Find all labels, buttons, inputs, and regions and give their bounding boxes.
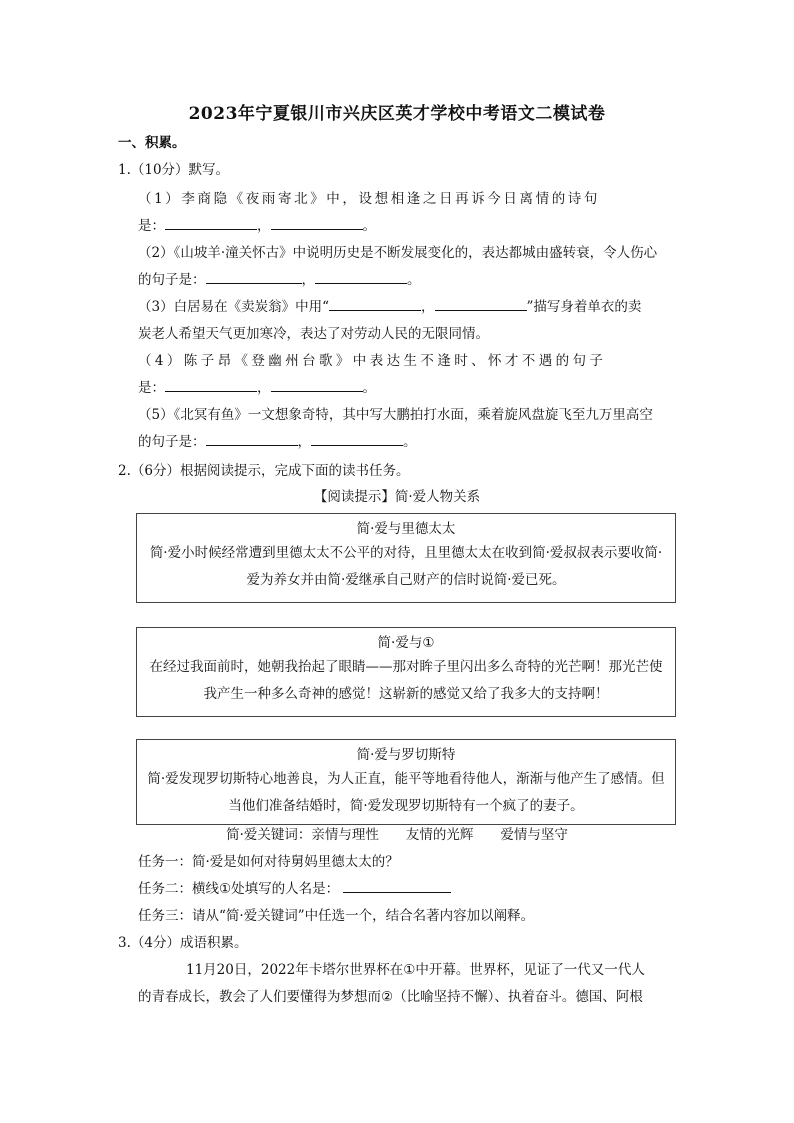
- q3-paragraph-line2: [138, 988, 643, 1006]
- q1-item1-line2: [138, 217, 376, 235]
- box-text: [137, 538, 675, 594]
- answer-blank[interactable]: [206, 271, 302, 284]
- q1-item2-line1: （2）《山坡羊·潼关怀古》中说明历史是不断发展变化的，表达都城由盛转衰，令人伤心: [138, 245, 658, 261]
- section-heading: 一、积累。: [118, 135, 186, 151]
- reading-tip: 【阅读提示】简·爱人物关系: [313, 489, 481, 505]
- answer-blank[interactable]: [311, 433, 403, 446]
- box-text-line: 简·爱小时候经常遭到里德太太不公平的对待，且里德太太在收到简·爱叔叔表示要收简·: [149, 545, 663, 561]
- task-2: [138, 880, 451, 898]
- q1-item4-prefix: 是：: [138, 380, 165, 396]
- q1-item2-prefix: 的句子是：: [138, 272, 206, 288]
- period: 。: [362, 380, 376, 396]
- box-heading-text: 简·爱与: [377, 635, 423, 651]
- task-1: 任务一：简·爱是如何对待舅妈里德太太的？: [138, 854, 399, 870]
- q3-paragraph-line1: [186, 961, 645, 979]
- box-heading: [137, 634, 675, 652]
- box-text: [137, 764, 675, 820]
- separator: ，: [297, 434, 311, 450]
- q1-item1-line1: （1）李商隐《夜雨寄北》中，设想相逢之日再诉今日离情的诗句: [138, 191, 600, 207]
- exam-title: 2023年宁夏银川市兴庆区英才学校中考语文二模试卷: [188, 104, 606, 124]
- circled-number-1: ①: [403, 962, 416, 978]
- answer-blank[interactable]: [315, 271, 407, 284]
- box-text-line: 我产生一种多么奇神的感觉！这崭新的感觉又给了我多大的支持啊！: [203, 686, 609, 702]
- box-text-line: 爱为养女并由简·爱继承自己财产的信时说简·爱已死。: [246, 572, 566, 588]
- box-text-line: 在经过我面前时，她朝我抬起了眼睛——那对眸子里闪出多么奇特的光芒啊！那光芒使: [149, 659, 663, 675]
- q3-text: 中开幕。世界杯，见证了一代又一代人: [415, 962, 645, 978]
- q3-text: 11月20日，2022年卡塔尔世界杯在: [186, 962, 404, 978]
- box-heading: 简·爱与罗切斯特: [356, 747, 456, 763]
- relation-box-reed: [136, 513, 676, 603]
- circled-number-1: ①: [422, 635, 435, 651]
- separator: ，: [257, 380, 271, 396]
- q1-item5-line1: （5）《北冥有鱼》一文想象奇特，其中写大鹏拍打水面，乘着旋风盘旋飞至九万里高空: [138, 407, 653, 423]
- task-2-suffix: 处填写的人名是：: [231, 881, 340, 897]
- circled-number-1: ①: [219, 881, 232, 897]
- question-1-heading: 1.（10分）默写。: [118, 162, 230, 178]
- box-text-line: 当他们准备结婚时，简·爱发现罗切斯特有一个疯了的妻子。: [228, 798, 584, 814]
- q1-item3-prefix: （3）白居易在《卖炭翁》中用“: [138, 299, 329, 315]
- question-3-heading: 3.（4分）成语积累。: [118, 935, 248, 951]
- q3-text: 的青春成长，教会了人们要懂得为梦想而: [138, 989, 381, 1005]
- box-heading: 简·爱与里德太太: [356, 521, 456, 537]
- answer-blank[interactable]: [271, 379, 363, 392]
- task-3: 任务三：请从“简·爱关键词”中任选一个，结合名著内容加以阐释。: [138, 908, 535, 924]
- relation-box-unknown: [136, 627, 676, 717]
- answer-blank[interactable]: [165, 217, 257, 230]
- answer-blank[interactable]: [271, 217, 363, 230]
- separator: ，: [301, 272, 315, 288]
- answer-blank[interactable]: [206, 433, 298, 446]
- keywords-line: 简·爱关键词：亲情与理性 友情的光辉 爱情与坚守: [226, 827, 568, 843]
- q1-item2-line2: [138, 271, 421, 289]
- q1-item1-prefix: 是：: [138, 218, 165, 234]
- q1-item3-line2: 炭老人希望天气更加寒冷，表达了对劳动人民的无限同情。: [138, 326, 489, 342]
- answer-blank[interactable]: [329, 298, 421, 311]
- separator: ，: [421, 299, 435, 315]
- question-2-heading: 2.（6分）根据阅读提示，完成下面的读书任务。: [118, 463, 410, 479]
- period: 。: [407, 272, 421, 288]
- q3-text: （比喻坚持不懈）、执着奋斗。德国、阿根: [393, 989, 643, 1005]
- relation-box-rochester: [136, 739, 676, 825]
- q1-item4-line2: [138, 379, 376, 397]
- box-text: [137, 652, 675, 708]
- q1-item3-suffix: ”描写身着单衣的卖: [526, 299, 642, 315]
- box-text-line: 简·爱发现罗切斯特心地善良，为人正直，能平等地看待他人，渐渐与他产生了感情。但: [147, 771, 665, 787]
- separator: ，: [257, 218, 271, 234]
- period: 。: [403, 434, 417, 450]
- circled-number-2: ②: [381, 989, 394, 1005]
- answer-blank[interactable]: [165, 379, 257, 392]
- period: 。: [362, 218, 376, 234]
- q1-item3-line1: [138, 298, 641, 316]
- answer-blank[interactable]: [435, 298, 527, 311]
- q1-item4-line1: （4）陈子昂《登幽州台歌》中表达生不逢时、怀才不遇的句子: [138, 353, 607, 369]
- task-2-prefix: 任务二：横线: [138, 881, 219, 897]
- answer-blank[interactable]: [343, 880, 451, 893]
- q1-item5-prefix: 的句子是：: [138, 434, 206, 450]
- q1-item5-line2: [138, 433, 417, 451]
